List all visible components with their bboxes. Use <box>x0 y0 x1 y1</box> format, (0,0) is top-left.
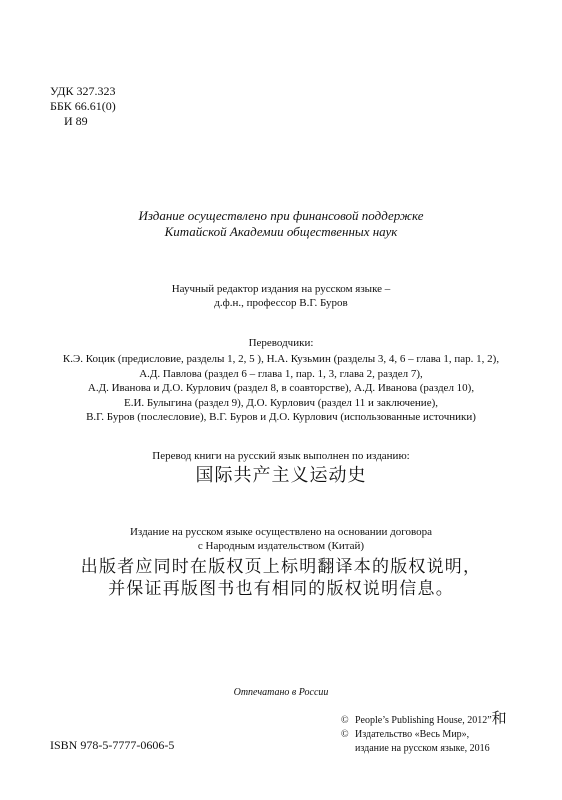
translators-heading: Переводчики: <box>248 337 314 349</box>
translators-list <box>0 352 562 425</box>
copyright-symbol: © <box>341 715 349 726</box>
editor-line-2: д.ф.н., профессор В.Г. Буров <box>214 297 348 309</box>
source-title-chinese: 国际共产主义运动史 <box>195 465 367 486</box>
copyright-holder-2: Издательство «Весь Мир», <box>355 729 470 740</box>
agreement-line-2: с Народным издательством (Китай) <box>197 540 365 552</box>
chinese-copyright-notice <box>0 556 562 600</box>
copyright-row-2 <box>341 728 556 742</box>
copyright-suffix: 和 <box>491 709 507 727</box>
translator-line: К.Э. Коцик (предисловие, разделы 1, 2, 5 ), Н.А. Кузьмин (разделы 3, 4, 6 – глава 1, пар. 1, 2), <box>62 353 500 365</box>
scientific-editor <box>0 282 562 310</box>
support-line-1: Издание осуществлено при финансовой поддержке <box>138 208 424 223</box>
classification-codes <box>50 84 116 129</box>
agreement-line-1: Издание на русском языке осуществлено на основании договора <box>129 526 433 538</box>
printed-in-russia: Отпечатано в России <box>233 687 329 698</box>
copyright-symbol: © <box>341 729 349 740</box>
udk-code: УДК 327.323 <box>50 84 116 98</box>
translator-line: В.Г. Буров (послесловие), В.Г. Буров и Д.О. Курлович (использованные источники) <box>86 411 476 423</box>
author-mark: И 89 <box>64 114 88 128</box>
financial-support-note <box>0 208 562 240</box>
copyright-row-1 <box>341 711 556 728</box>
agreement-note <box>0 525 562 553</box>
bbk-code: ББК 66.61(0) <box>50 99 116 113</box>
translator-line: Е.И. Булыгина (раздел 9), Д.О. Курлович (раздел 11 и заключение), <box>124 396 438 409</box>
copyright-block <box>341 711 556 756</box>
support-line-2: Китайской Академии общественных наук <box>164 224 398 239</box>
translator-line: А.Д. Иванова и Д.О. Курлович (раздел 8, в соавторстве), А.Д. Иванова (раздел 10), <box>87 382 475 394</box>
translator-line: А.Д. Павлова (раздел 6 – глава 1, пар. 1, 3, глава 2, раздел 7), <box>139 367 423 380</box>
cn-notice-line-2: 并保证再版图书也有相同的版权说明信息。 <box>108 579 454 599</box>
copyright-row-3: издание на русском языке, 2016 <box>355 743 490 754</box>
cn-notice-line-1: 出版者应同时在版权页上标明翻译本的版权说明， <box>80 557 482 577</box>
source-edition-label: Перевод книги на русский язык выполнен по изданию: <box>152 450 410 462</box>
copyright-holder-1: People’s Publishing House, 2012” <box>355 715 492 726</box>
isbn: ISBN 978-5-7777-0606-5 <box>50 738 175 752</box>
editor-line-1: Научный редактор издания на русском языке – <box>171 283 391 295</box>
